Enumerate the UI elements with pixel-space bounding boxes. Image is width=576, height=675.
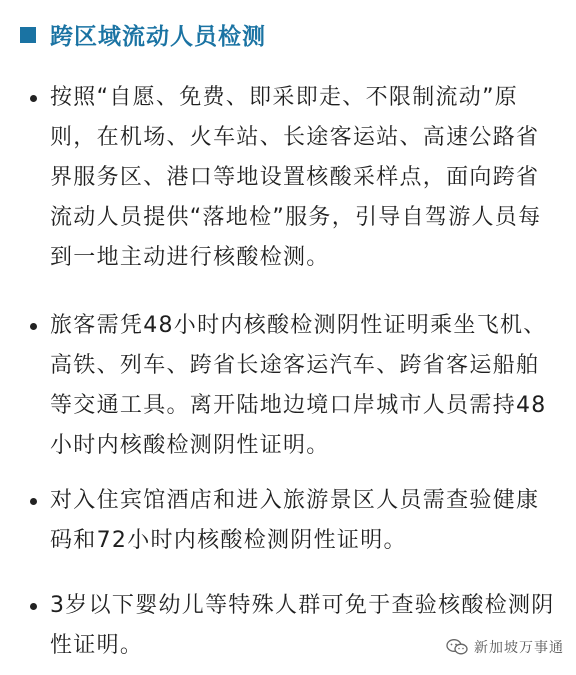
watermark (446, 637, 564, 657)
bullet-dot-icon (30, 498, 37, 505)
list-item-text: 旅客需凭48小时内核酸检测阴性证明乘坐飞机、高铁、列车、跨省长途客运汽车、跨省客运船舶等交通工具。离开陆地边境口岸城市人员需持48小时内核酸检测阴性证明。 (50, 313, 547, 458)
bullet-dot-icon (30, 323, 37, 330)
watermark-text: 新加坡万事通 (474, 640, 564, 656)
list-item-text: 按照“自愿、免费、即采即走、不限制流动”原则，在机场、火车站、长途客运站、高速公路省界服务区、港口等地设置核酸采样点，面向跨省流动人员提供“落地检”服务，引导自驾游人员每到一地主动进行核酸检测。 (50, 85, 542, 270)
bullet-dot-icon (30, 95, 37, 102)
bullet-dot-icon (30, 603, 37, 610)
list-item-text: 对入住宾馆酒店和进入旅游景区人员需查验健康码和72小时内核酸检测阴性证明。 (50, 488, 540, 553)
section-header (16, 18, 266, 51)
wechat-icon (446, 638, 468, 656)
page-title: 跨区域流动人员检测 (50, 24, 266, 50)
header-square-icon (20, 27, 36, 43)
list-item-text: 3岁以下婴幼儿等特殊人群可免于查验核酸检测阴性证明。 (50, 593, 555, 658)
